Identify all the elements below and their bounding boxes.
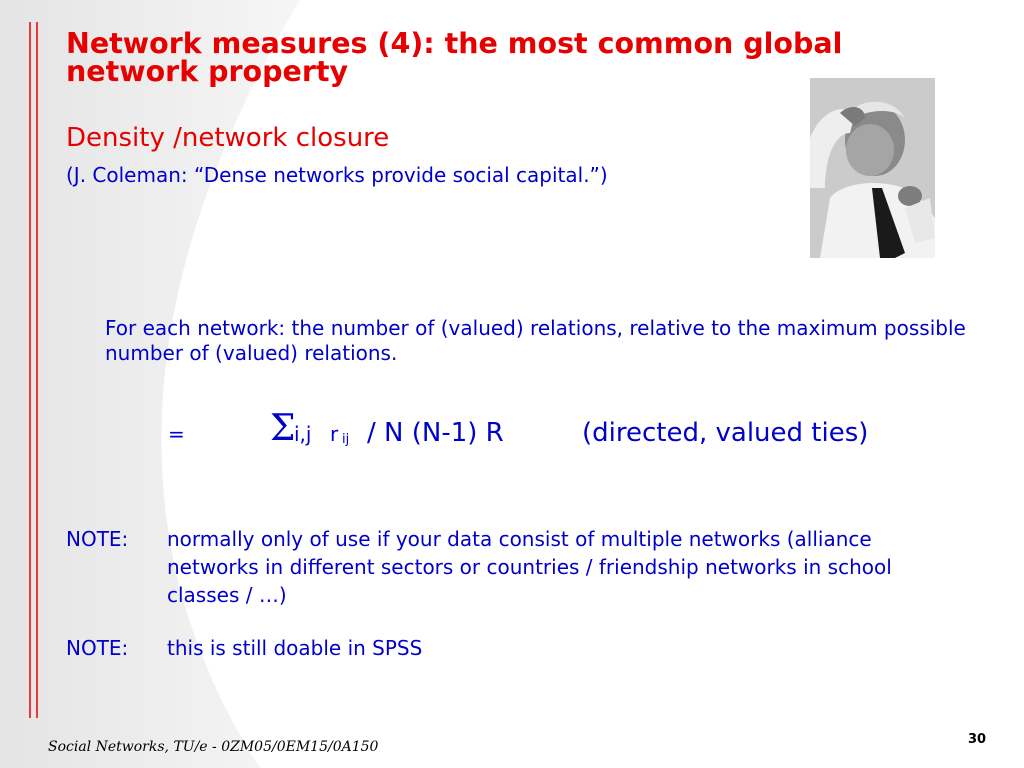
equals-sign: =: [168, 422, 185, 446]
coleman-quote: (J. Coleman: “Dense networks provide social capital.”): [66, 163, 608, 187]
term-subscript: ij: [342, 432, 350, 447]
density-formula: [0, 408, 1024, 458]
note-text: normally only of use if your data consist of multiple networks (alliance networks in different sectors or countries / friendship networks in school classes / …): [167, 527, 892, 607]
sum-index: i,j: [294, 422, 312, 446]
term-r: r: [330, 422, 339, 446]
note-label: NOTE:: [66, 636, 129, 660]
left-rule-outer: [29, 22, 31, 718]
left-rule-inner: [36, 22, 38, 718]
body-paragraph: For each network: the number of (valued) relations, relative to the maximum possible number of (valued) relations.: [105, 316, 966, 365]
note-label: NOTE:: [66, 527, 129, 551]
sigma-symbol: Σ: [270, 408, 296, 449]
footer-course-info: Social Networks, TU/e - 0ZM05/0EM15/0A150: [48, 739, 379, 755]
formula-denominator: / N (N-1) R: [367, 418, 504, 448]
slide-title: Network measures (4): the most common global network property: [66, 27, 843, 88]
slide-subtitle: Density /network closure: [66, 123, 390, 153]
portrait-photo-icon: [810, 78, 935, 258]
formula-tie-type: (directed, valued ties): [582, 418, 869, 448]
note-text: this is still doable in SPSS: [167, 636, 423, 660]
page-number: 30: [968, 732, 987, 747]
